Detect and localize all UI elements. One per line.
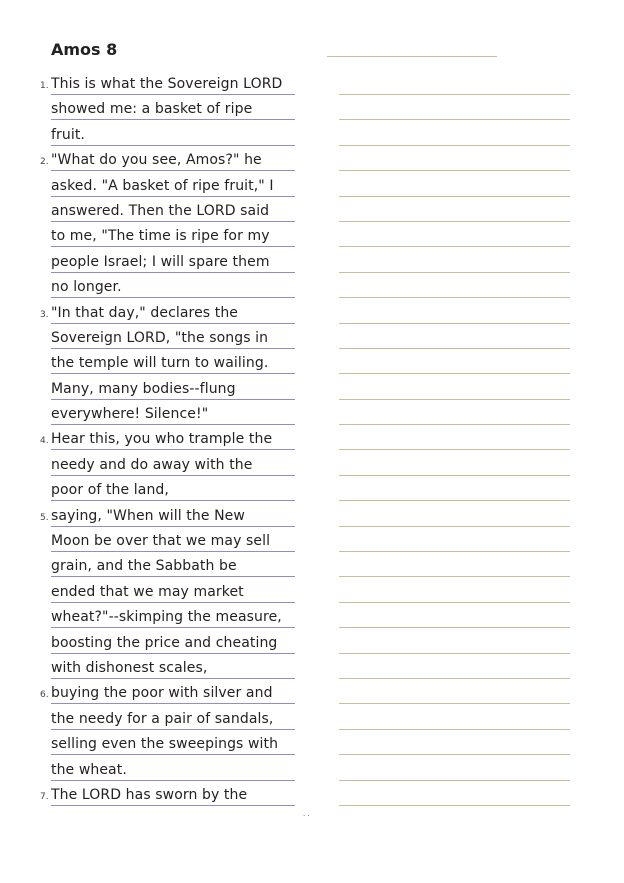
copy-writing-line[interactable] (339, 805, 570, 806)
verse-number: 4. (40, 436, 49, 447)
verse-number: 3. (40, 309, 49, 320)
text-underline (51, 221, 295, 222)
copy-writing-line[interactable] (339, 627, 570, 628)
text-underline (51, 424, 295, 425)
verse-text: no longer. (51, 279, 122, 296)
verse-text: selling even the sweepings with (51, 736, 279, 753)
copy-writing-line[interactable] (339, 297, 570, 298)
copy-writing-line[interactable] (339, 754, 570, 755)
verse-text: with dishonest scales, (51, 659, 208, 676)
verse-text: the needy for a pair of sandals, (51, 710, 274, 727)
verse-text: to me, "The time is ripe for my (51, 228, 270, 245)
verse-text: the wheat. (51, 761, 127, 778)
copy-writing-line[interactable] (339, 145, 570, 146)
copy-writing-line[interactable] (339, 221, 570, 222)
copy-writing-line[interactable] (339, 449, 570, 450)
verse-number: 1. (40, 81, 49, 91)
text-underline (51, 272, 295, 273)
verse-text: poor of the land, (51, 482, 169, 499)
verse-text: ended that we may market (51, 583, 244, 600)
verse-text: The LORD has sworn by the (51, 786, 248, 803)
text-underline (51, 653, 295, 654)
verse-number: 2. (40, 157, 49, 168)
text-underline (51, 145, 295, 146)
text-underline (51, 729, 295, 730)
text-underline (51, 576, 295, 577)
verse-text: asked. "A basket of ripe fruit," I (51, 177, 274, 194)
verse-text: fruit. (51, 126, 85, 143)
text-underline (51, 348, 295, 349)
text-underline (51, 551, 295, 552)
copy-writing-line[interactable] (339, 373, 570, 374)
text-underline (51, 602, 295, 603)
copy-writing-line[interactable] (339, 475, 570, 476)
text-underline (51, 94, 295, 95)
text-underline (51, 475, 295, 476)
text-underline (51, 780, 295, 781)
copy-writing-line[interactable] (339, 94, 570, 95)
copy-writing-line[interactable] (339, 348, 570, 349)
text-underline (51, 703, 295, 704)
text-underline (51, 246, 295, 247)
text-underline (51, 196, 295, 197)
verse-number: 7. (40, 791, 49, 802)
copy-writing-line[interactable] (339, 729, 570, 730)
verse-text: needy and do away with the (51, 456, 253, 473)
copy-writing-line[interactable] (339, 246, 570, 247)
copy-writing-line[interactable] (339, 399, 570, 400)
page-title: Amos 8 (51, 40, 118, 59)
copy-writing-line[interactable] (339, 170, 570, 171)
text-underline (51, 526, 295, 527)
copy-writing-line[interactable] (339, 703, 570, 704)
title-writing-line (327, 56, 497, 57)
verse-text: saying, "When will the New (51, 507, 245, 524)
verse-text: Sovereign LORD, "the songs in (51, 329, 269, 346)
copy-writing-line[interactable] (339, 272, 570, 273)
verse-text: boosting the price and cheating (51, 634, 278, 651)
verse-text: "What do you see, Amos?" he (51, 152, 262, 169)
text-underline (51, 297, 295, 298)
verse-text: showed me: a basket of ripe (51, 101, 253, 118)
page-footer-mark: · · (303, 812, 310, 820)
verse-text: answered. Then the LORD said (51, 202, 270, 219)
text-underline (51, 678, 295, 679)
text-underline (51, 754, 295, 755)
text-underline (51, 449, 295, 450)
copy-writing-line[interactable] (339, 196, 570, 197)
verse-text: grain, and the Sabbath be (51, 558, 237, 575)
verse-number: 5. (40, 512, 49, 523)
text-underline (51, 323, 295, 324)
verse-text: wheat?"--skimping the measure, (51, 609, 282, 626)
verse-text: Moon be over that we may sell (51, 533, 271, 550)
copy-writing-line[interactable] (339, 551, 570, 552)
copy-writing-line[interactable] (339, 653, 570, 654)
verse-text: people Israel; I will spare them (51, 253, 270, 270)
verse-text: This is what the Sovereign LORD (51, 76, 283, 92)
copy-writing-line[interactable] (339, 119, 570, 120)
verse-number: 6. (40, 690, 49, 701)
text-underline (51, 170, 295, 171)
verse-text: Many, many bodies--flung (51, 380, 236, 397)
verse-text: "In that day," declares the (51, 304, 239, 321)
copy-writing-line[interactable] (339, 323, 570, 324)
text-underline (51, 805, 295, 806)
copy-writing-line[interactable] (339, 602, 570, 603)
verse-text: Hear this, you who trample the (51, 431, 273, 448)
text-underline (51, 500, 295, 501)
copy-writing-line[interactable] (339, 576, 570, 577)
verse-text: the temple will turn to wailing. (51, 355, 269, 372)
text-underline (51, 399, 295, 400)
text-underline (51, 373, 295, 374)
copy-writing-line[interactable] (339, 780, 570, 781)
copy-writing-line[interactable] (339, 526, 570, 527)
copy-writing-line[interactable] (339, 678, 570, 679)
copy-writing-line[interactable] (339, 424, 570, 425)
text-underline (51, 627, 295, 628)
copy-writing-line[interactable] (339, 500, 570, 501)
verse-text: buying the poor with silver and (51, 685, 273, 702)
verse-text: everywhere! Silence!" (51, 406, 209, 423)
text-underline (51, 119, 295, 120)
